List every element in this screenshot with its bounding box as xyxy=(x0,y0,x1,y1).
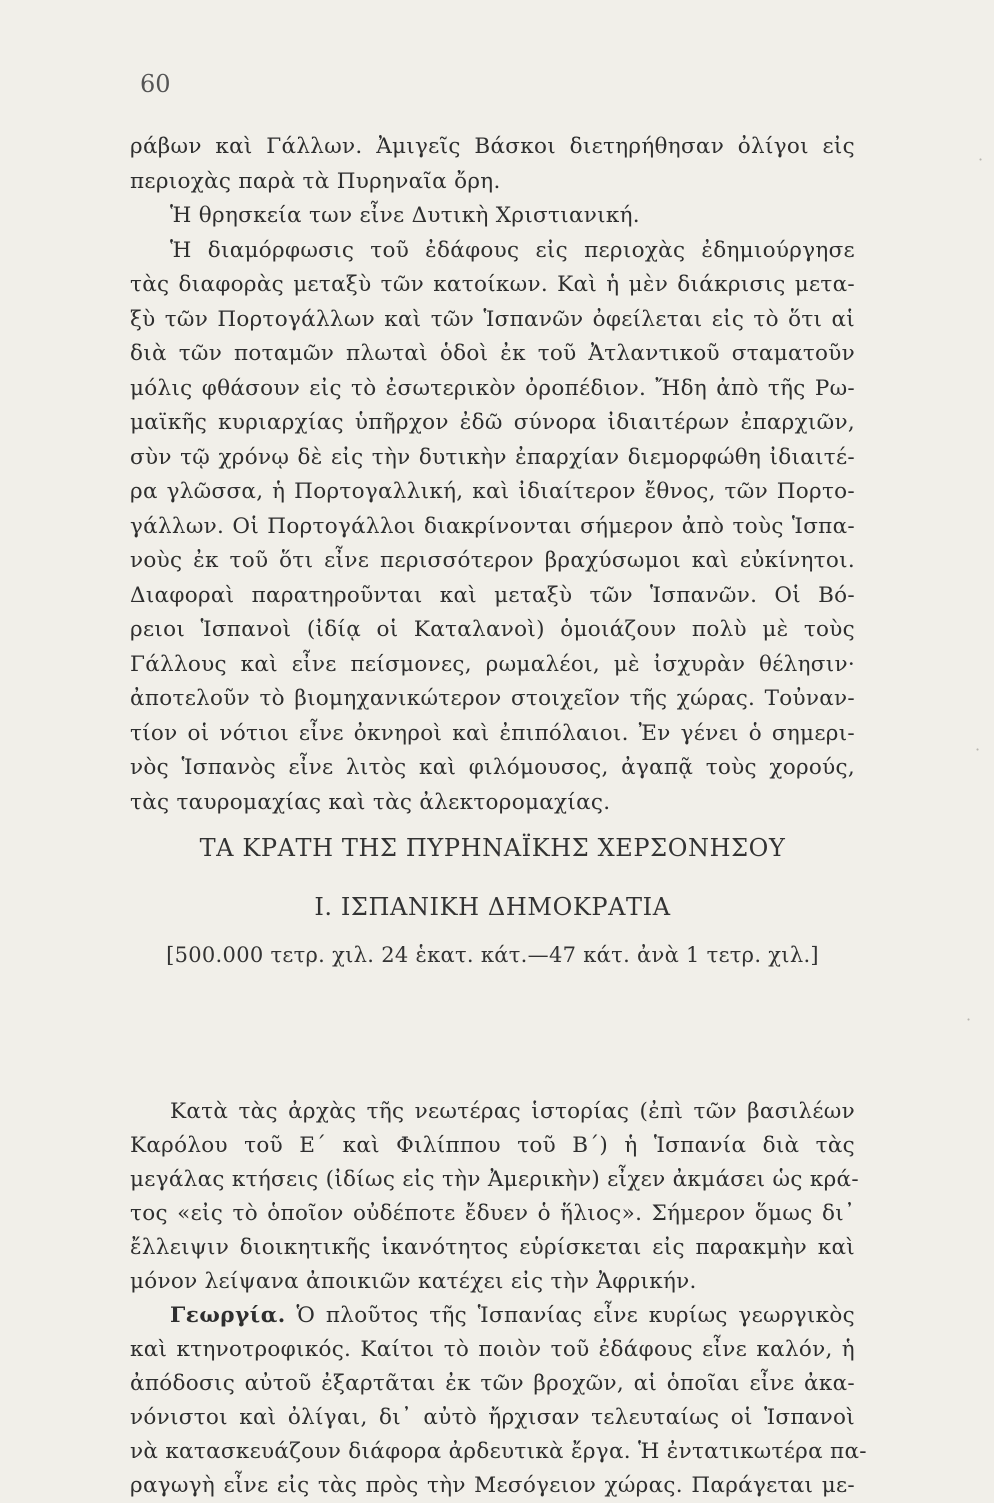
text-line: μόλις φθάσουν εἰς τὸ ἐσωτερικὸν ὀροπέδιον. Ἤδη ἀπὸ τῆς Ρω- xyxy=(130,375,855,401)
text-line: νόνιστοι καὶ ὀλίγαι, δι᾽ αὐτὸ ἤρχισαν τελευταίως οἱ Ἱσπανοὶ xyxy=(130,1405,855,1430)
text-line: τὰς διαφορὰς μεταξὺ τῶν κατοίκων. Καὶ ἡ μὲν διάκρισις μετα- xyxy=(130,272,855,297)
text-line: μόνον λείψανα ἀποικιῶν κατέχει εἰς τὴν Ἀφρικήν. xyxy=(130,1269,697,1294)
text-line: Καρόλου τοῦ Ε΄ καὶ Φιλίππου τοῦ Β΄) ἡ Ἱσπανία διὰ τὰς xyxy=(130,1133,855,1158)
paragraph-agriculture xyxy=(130,1299,867,1503)
text-line: ξὺ τῶν Πορτογάλλων καὶ τῶν Ἱσπανῶν ὀφείλεται εἰς τὸ ὅτι αἱ xyxy=(130,306,855,332)
text-line: τίον οἱ νότιοι εἶνε ὀκνηροὶ καὶ ἐπιπόλαιοι. Ἐν γένει ὁ σημερι- xyxy=(130,720,855,746)
text-block-lower xyxy=(130,1095,867,1503)
text-line: ἔλλειψιν διοικητικῆς ἱκανότητος εὑρίσκεται εἰς παρακμὴν καὶ xyxy=(130,1235,855,1260)
subsection-heading: Ι. ΙΣΠΑΝΙΚΗ ΔΗΜΟΚΡΑΤΙΑ xyxy=(314,893,671,921)
statistics-line: [500.000 τετρ. χιλ. 24 ἑκατ. κάτ.—47 κάτ. ἀνὰ 1 τετρ. χιλ.] xyxy=(166,943,819,967)
text-line: διὰ τῶν ποταμῶν πλωταὶ ὁδοὶ ἐκ τοῦ Ἀτλαντικοῦ σταματοῦν xyxy=(130,341,855,366)
text-line: τὰς ταυρομαχίας καὶ τὰς ἀλεκτορομαχίας. xyxy=(130,789,611,815)
paragraph-terrain xyxy=(130,234,855,821)
text-line: Διαφοραὶ παρατηροῦνται καὶ μεταξὺ τῶν Ἱσπανῶν. Οἱ Βό- xyxy=(130,582,855,608)
section-heading: ΤΑ ΚΡΑΤΗ ΤΗΣ ΠΥΡΗΝΑΪΚΗΣ ΧΕΡΣΟΝΗΣΟΥ xyxy=(199,834,786,862)
page-number: 60 xyxy=(140,70,171,98)
text-line: ραγωγὴ εἶνε εἰς τὰς πρὸς τὴν Μεσόγειον χώρας. Παράγεται με- xyxy=(130,1473,855,1498)
text-line: μεγάλας κτήσεις (ἰδίως εἰς τὴν Ἀμερικὴν) εἶχεν ἀκμάσει ὡς κρά- xyxy=(130,1167,859,1192)
text-line: ράβων καὶ Γάλλων. Ἀμιγεῖς Βάσκοι διετηρήθησαν ὀλίγοι εἰς xyxy=(130,134,855,159)
text-line: γάλλων. Οἱ Πορτογάλλοι διακρίνονται σήμερον ἀπὸ τοὺς Ἱσπα- xyxy=(130,513,855,539)
text-line: καὶ κτηνοτροφικός. Καίτοι τὸ ποιὸν τοῦ ἐδάφους εἶνε καλόν, ἡ xyxy=(130,1337,855,1362)
text-line: νὰ κατασκευάζουν διάφορα ἀρδευτικὰ ἔργα. Ἡ ἐντατικωτέρα πα- xyxy=(130,1439,867,1464)
text-run: Ὁ πλοῦτος τῆς Ἱσπανίας εἶνε κυρίως γεωργικὸς xyxy=(285,1303,855,1328)
text-line: Ἡ διαμόρφωσις τοῦ ἐδάφους εἰς περιοχὰς ἐδημιούργησε xyxy=(170,237,855,263)
text-line: ἀποτελοῦν τὸ βιομηχανικώτερον στοιχεῖον τῆς χώρας. Τοὐναν- xyxy=(130,686,855,711)
text-line: Γάλλους καὶ εἶνε πείσμονες, ρωμαλέοι, μὲ ἰσχυρὰν θέλησιν· xyxy=(130,651,855,677)
paragraph-religion xyxy=(130,199,855,234)
text-line: νὸς Ἱσπανὸς εἶνε λιτὸς καὶ φιλόμουσος, ἀγαπᾷ τοὺς χορούς, xyxy=(130,755,855,780)
scan-speck: · xyxy=(966,1010,972,1029)
text-line: ρειοι Ἱσπανοὶ (ἰδίᾳ οἱ Καταλανοὶ) ὁμοιάζουν πολὺ μὲ τοὺς xyxy=(130,617,855,642)
text-line: περιοχὰς παρὰ τὰ Πυρηναῖα ὄρη. xyxy=(130,168,501,194)
text-line: τος «εἰς τὸ ὁποῖον οὐδέποτε ἔδυεν ὁ ἥλιος». Σήμερον ὅμως δι᾽ xyxy=(130,1201,855,1226)
text-line: νοὺς ἐκ τοῦ ὅτι εἶνε περισσότερον βραχύσωμοι καὶ εὐκίνητοι. xyxy=(130,548,855,573)
text-block-upper xyxy=(130,130,855,820)
scan-speck: · xyxy=(975,740,981,759)
text-line: Κατὰ τὰς ἀρχὰς τῆς νεωτέρας ἱστορίας (ἐπὶ τῶν βασιλέων xyxy=(170,1099,855,1124)
text-line: ἀπόδοσις αὐτοῦ ἐξαρτᾶται ἐκ τῶν βροχῶν, αἱ ὁποῖαι εἶνε ἀκα- xyxy=(130,1371,855,1396)
text-line: ρα γλῶσσα, ἡ Πορτογαλλική, καὶ ἰδιαίτερον ἔθνος, τῶν Πορτο- xyxy=(130,479,855,504)
text-line-first xyxy=(130,1299,855,1333)
paragraph-lead-term: Γεωργία. xyxy=(170,1303,286,1328)
paragraph-history xyxy=(130,1095,859,1299)
text-line: Ἡ θρησκεία των εἶνε Δυτικὴ Χριστιανική. xyxy=(170,203,640,228)
scan-speck: · xyxy=(978,150,984,169)
paragraph-basque xyxy=(130,130,855,199)
text-line: σὺν τῷ χρόνῳ δὲ εἰς τὴν δυτικὴν ἐπαρχίαν διεμορφώθη ἰδιαιτέ- xyxy=(130,444,855,470)
text-line: μαϊκῆς κυριαρχίας ὑπῆρχον ἐδῶ σύνορα ἰδιαιτέρων ἐπαρχιῶν, xyxy=(130,410,855,435)
